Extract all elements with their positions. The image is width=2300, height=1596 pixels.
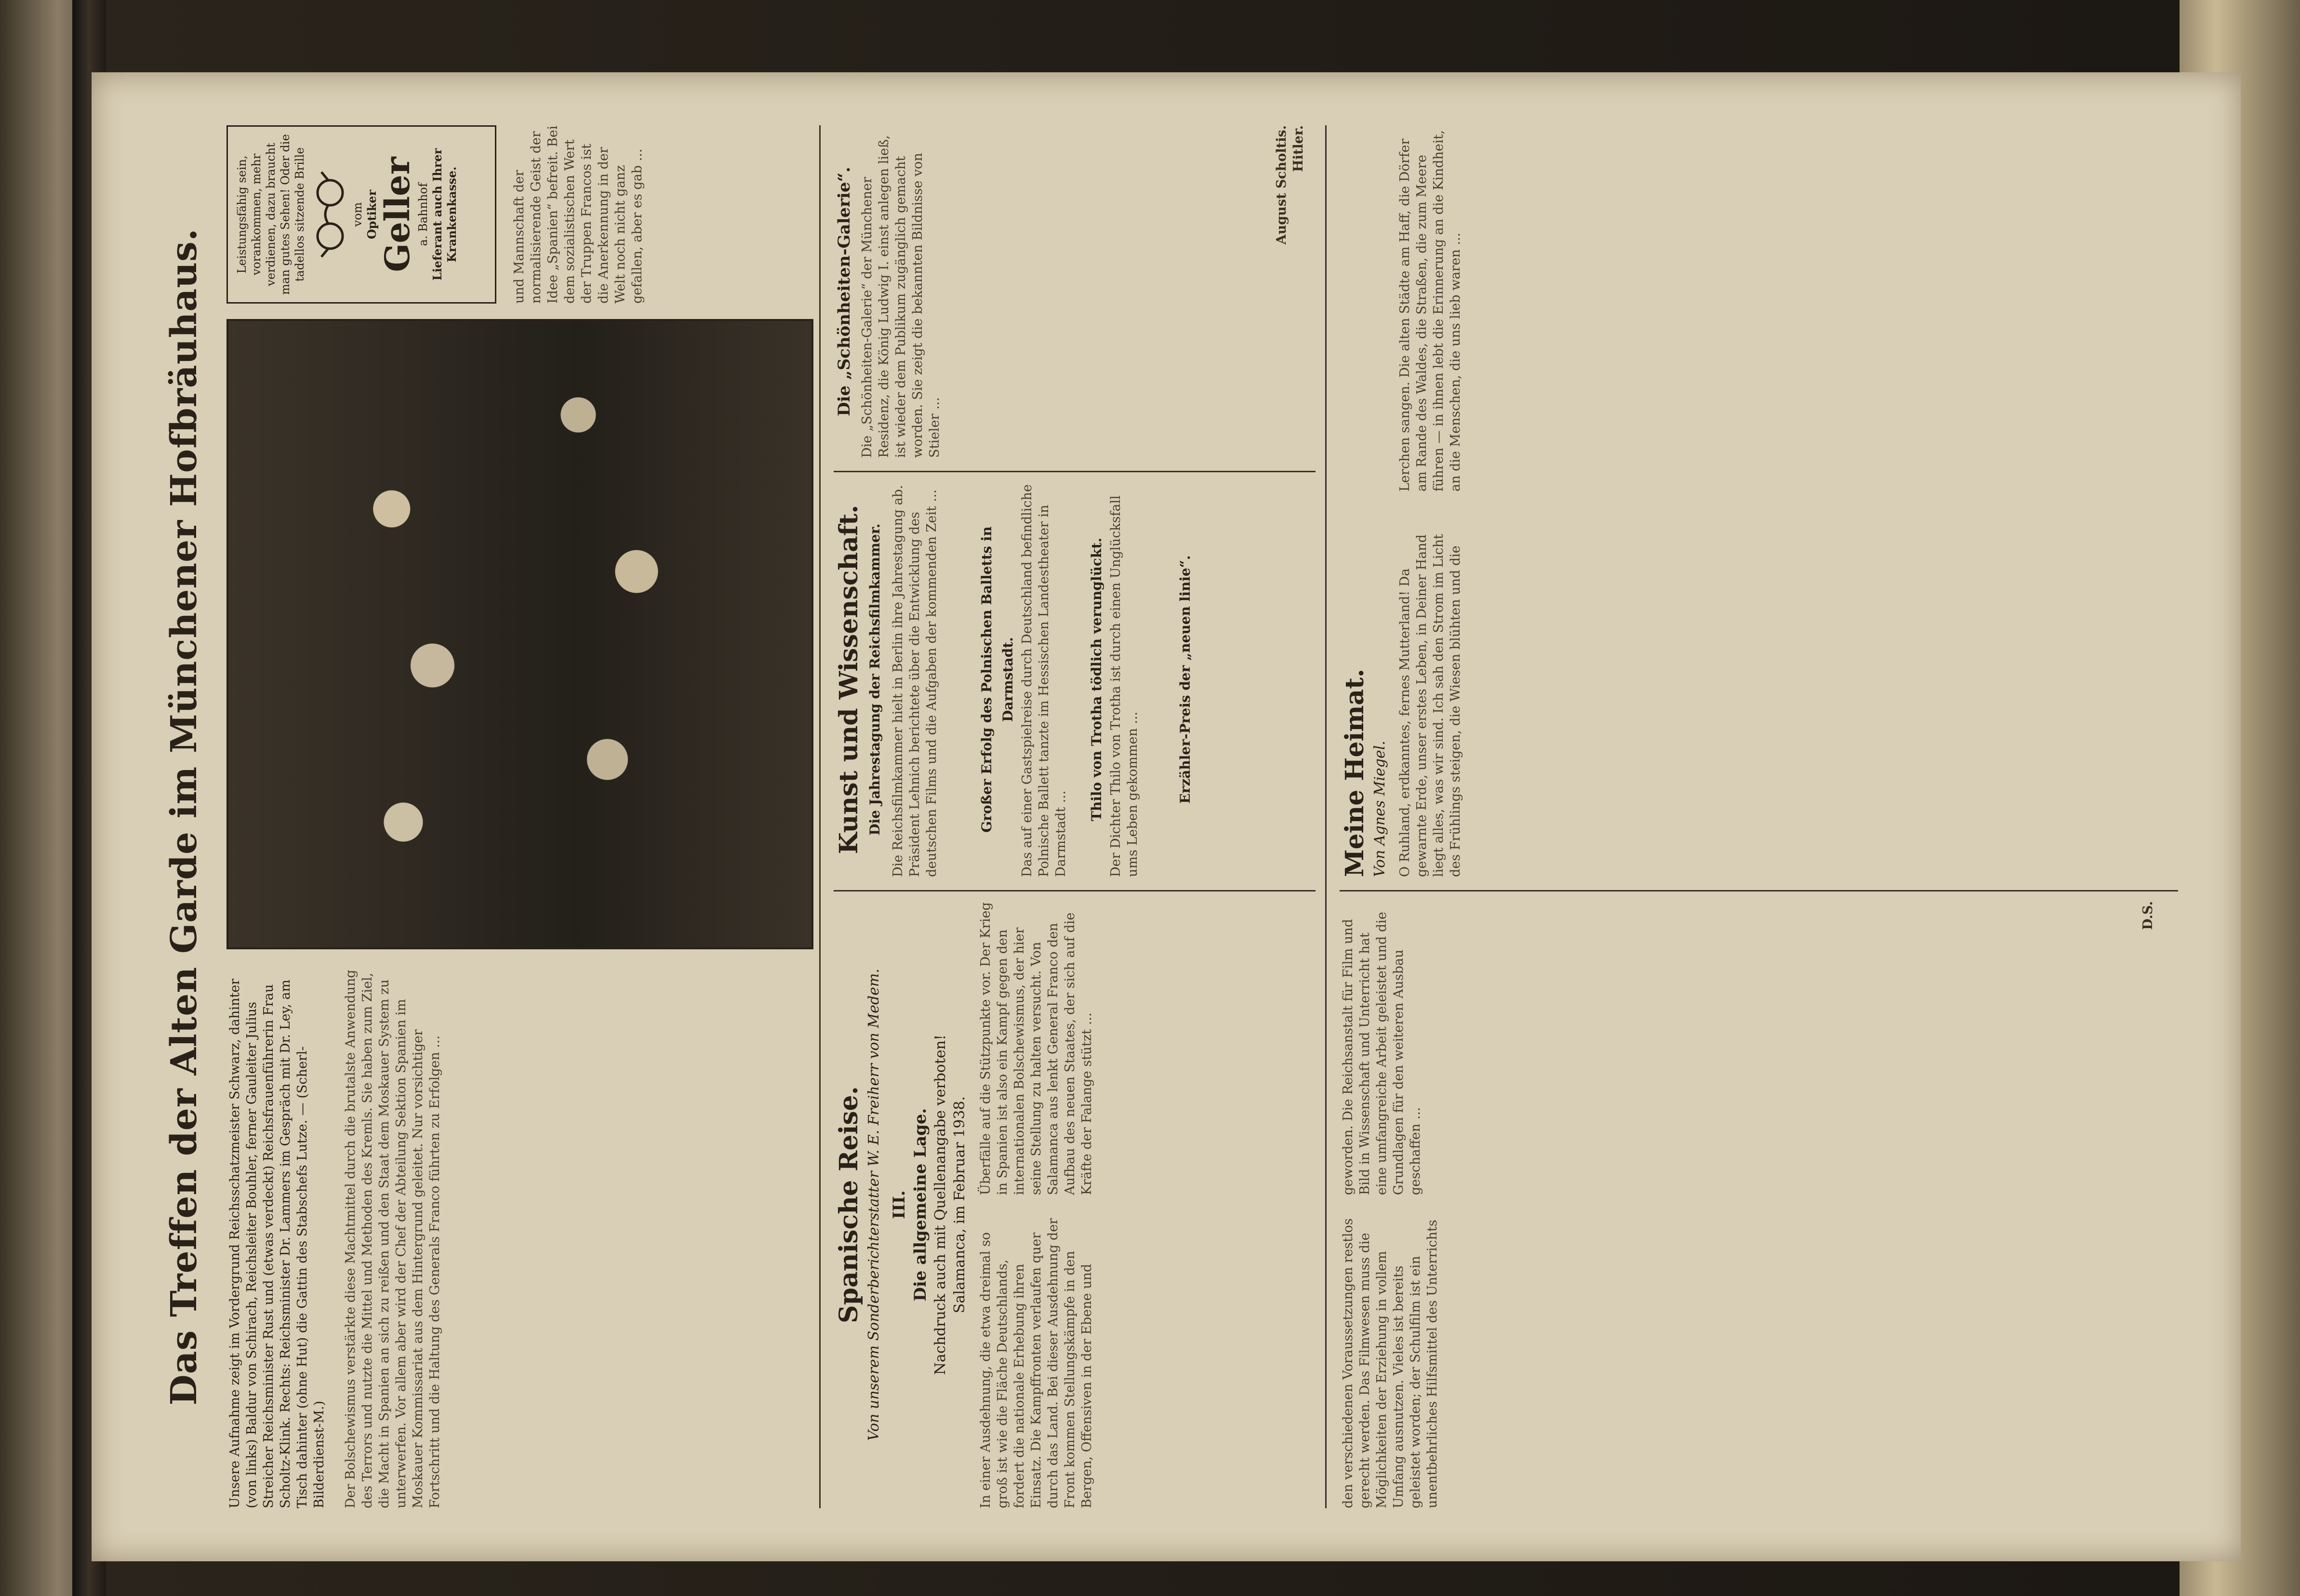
film-signature: D.S. — [2140, 901, 2155, 930]
film-article — [1340, 901, 2178, 1508]
glasses-icon — [312, 171, 346, 258]
ad-location: a. Bahnhof — [416, 183, 430, 246]
spain-body: In einer Ausdehnung, die etwa dreimal so groß ist wie die Fläche Deutschlands, fordert die nationale Erhebung ihren Einsatz. Die Kampffronten verlaufen quer durch das Land. Bei dieser Ausdehnung der Front kommen Stellungskämpfe in den Bergen, Offensiven in der Ebene und Überfälle auf die Stützpunkte vor. Der Krieg in Spanien ist also ein Kampf gegen den internationalen Bolschewismus, der hier seine Stellung zu halten versucht. Von Salamanca aus lenkt General Franco den Aufbau des neuen Staates, der sich auf die Kräfte der Falange stützt ... — [978, 902, 1094, 1508]
newspaper-page — [92, 72, 2241, 1561]
heimat-byline: Von Agnes Miegel. — [1371, 741, 1388, 877]
ad-brand: Geller — [377, 157, 417, 272]
kunst-headline: Kunst und Wissenschaft. — [834, 505, 864, 854]
photo-caption-block — [226, 969, 810, 1508]
divider-main — [819, 125, 821, 1508]
signature-hitler: Hitler. — [1291, 125, 1306, 172]
main-headline: Das Treffen der Alten Garde im Münchener Hofbräuhaus. — [163, 228, 205, 1406]
spain-headline: Spanische Reise. — [834, 1086, 864, 1323]
kunst-sub3: Thilo von Trotha tödlich verunglückt. — [1089, 537, 1104, 822]
spain-section: III. — [890, 1190, 909, 1219]
kunst-sub5: Die „Schönheiten-Galerie“. — [835, 167, 854, 416]
column-rule-3 — [1340, 890, 2178, 891]
kunst-sub2: Großer Erfolg des Polnischen Balletts in Darmstadt. — [979, 526, 1016, 833]
signature-auguste: August Scholtis. — [1274, 125, 1289, 245]
ad-adjacent-text: und Mannschaft der normalisierende Geist der Idee „Spanien“ befreit. Bei dem sozialistischen Wert der Truppen Francos ist die Anerkennung in der Welt noch nicht ganz gefallen, aber es gab ... — [512, 125, 645, 304]
ad-tagline: Lieferant auch Ihrer Krankenkasse. — [430, 148, 459, 281]
galerie-body: Die „Schönheiten-Galerie“ der Münchener Residenz, die König Ludwig I. einst anlegen ließ, ist wieder dem Publikum zugänglich gemacht worden. Sie zeigt die bekannten Bildnisse von Stieler ... — [860, 135, 942, 458]
heimat-body: O Ruhland, erdkanntes, fernes Mutterland! Da gewarnte Erde, unser erstes Leben, in Deiner Hand liegt alles, was wir sind. Ich sah den Strom im Licht des Frühlings steigen, die Wiesen blühten und die Lerchen sangen. Die alten Städte am Haff, die Dörfer am Rande des Waldes, die Straßen, die zum Meere führen — in ihnen lebt die Erinnerung an die Kindheit, an die Menschen, die uns lieb waren ... — [1397, 130, 1463, 877]
kunst-article — [834, 482, 1316, 877]
group-photo — [226, 319, 813, 949]
spain-article — [834, 901, 1316, 1508]
kunst-sub1: Die Jahrestagung der Reichsfilmkammer. — [867, 523, 883, 836]
kunst-body3: Der Dichter Thilo von Trotha ist durch einen Unglücksfall ums Leben gekommen ... — [1108, 495, 1140, 877]
ad-line1: Leistungsfähig sein, vorankommen, mehr verdienen, dazu braucht man gutes Sehen! Oder die tadellos sitzende Brille — [235, 134, 306, 295]
spain-byline: Von unserem Sonderberichterstatter W. E. Freiherr von Medem. — [865, 969, 882, 1441]
spain-dateline: Nachdruck auch mit Quellenangabe verboten! — [932, 1034, 949, 1375]
ad-column — [226, 125, 810, 304]
galerie-article — [834, 125, 1316, 458]
optiker-ad[interactable] — [226, 125, 496, 304]
heimat-article — [1340, 125, 2178, 877]
heimat-headline: Meine Heimat. — [1340, 668, 1369, 877]
column-rule-2 — [834, 471, 1316, 472]
spain-subheadline: Die allgemeine Lage. — [911, 1108, 930, 1302]
spain-place: Salamanca, im Februar 1938. — [951, 1096, 968, 1314]
kunst-body2: Das auf einer Gastspielreise durch Deutschland befindliche Polnische Ballett tanzte im Hessischen Landestheater in Darmstadt ... — [1020, 484, 1068, 877]
photo-caption: Unsere Aufnahme zeigt im Vordergrund Reichsschatzmeister Schwarz, dahinter (von links) Baldur von Schirach, Reichsleiter Bouhler, ferner Gauleiter Julius Streicher Reichsminister Rust und (etwas verdeckt) Reichsfrauenführerin Frau Scholtz-Klink. Rechts: Reichsminister Dr. Lammers im Gespräch mit Dr. Ley, am Tisch dahinter (ohne Hut) die Gattin des Stabschefs Lutze. — (Scherl-Bilderdienst-M.) — [227, 978, 327, 1508]
article-text-block: Der Bolschewismus verstärkte diese Machtmittel durch die brutalste Anwendung des Terrors und nutzte die Mittel und Methoden des Kremls. Sie haben zum Ziel, die Macht in Spanien an sich zu reißen und den Staat dem Moskauer System zu unterwerfen. Vor allem aber wird der Chef der Abteilung Sektion Spanien im Moskauer Kommissariat aus dem Hintergrund geleitet. Nur vorsichtiger Fortschritt und die Haltung des Generals Franco führten zu Erfolgen ... — [343, 970, 442, 1508]
main-headline-row — [164, 125, 212, 1508]
ad-brand-pre: Optiker — [365, 189, 379, 239]
kunst-body1: Die Reichsfilmkammer hielt in Berlin ihre Jahrestagung ab. Präsident Lehnich berichtete über die Entwicklung des deutschen Films und die Aufgaben der kommenden Zeit ... — [891, 485, 939, 877]
kunst-sub4: Erzähler-Preis der „neuen linie“. — [1177, 555, 1193, 804]
rotated-page-content — [135, 106, 2197, 1528]
divider-bottom — [1325, 125, 1327, 1508]
column-rule-1 — [834, 890, 1316, 891]
ad-line2: vom — [351, 202, 364, 227]
film-body: den verschiedenen Voraussetzungen restlos gerecht werden. Das Filmwesen muss die Möglichkeiten der Erziehung in vollem Umfang ausnutzen. Vieles ist bereits geleistet worden; der Schulfilm ist ein unentbehrliches Hilfsmittel des Unterrichts geworden. Die Reichsanstalt für Film und Bild in Wissenschaft und Unterricht hat eine umfangreiche Arbeit geleistet und die Grundlagen für den weiteren Ausbau geschaffen ... — [1341, 912, 1440, 1508]
